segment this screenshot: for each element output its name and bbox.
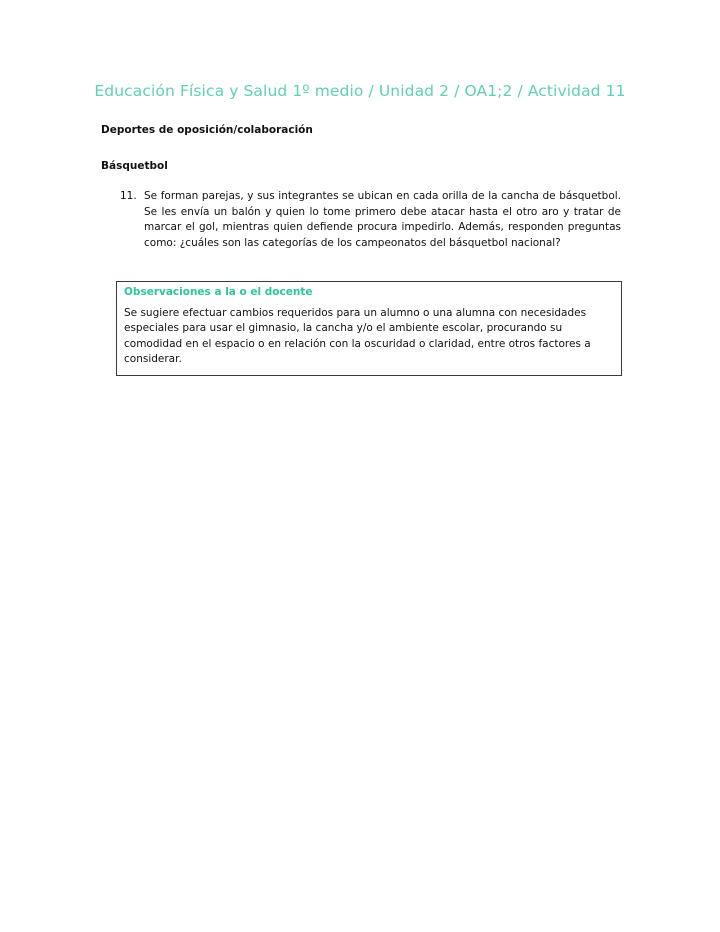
activity-number: 11.: [120, 190, 137, 202]
section-heading-subtopic: Básquetbol: [101, 160, 168, 172]
activity-list: [120, 189, 621, 251]
observations-text: Se sugiere efectuar cambios requeridos para un alumno o una alumna con necesidades especiales para usar el gimnasio, la cancha y/o el ambiente escolar, procurando su comodidad en el espacio o en relación con la oscuridad o claridad, entre otros factores a considerar.: [124, 307, 591, 365]
activity-item: [120, 189, 621, 251]
activity-text: Se forman parejas, y sus integrantes se ubican en cada orilla de la cancha de básquetbol. Se les envía un balón y quien lo tome primero debe atacar hasta el otro aro y tratar de marcar el gol, mientras quien defiende procura impedirlo. Además, responden preguntas como: ¿cuáles son las categorías de los campeonatos del básquetbol nacional?: [144, 190, 621, 249]
section-heading-topic: Deportes de oposición/colaboración: [101, 124, 313, 136]
teacher-observations-box: [116, 281, 622, 376]
page-title: Educación Física y Salud 1º medio / Unidad 2 / OA1;2 / Actividad 11: [94, 82, 626, 100]
observations-title: Observaciones a la o el docente: [124, 286, 313, 298]
